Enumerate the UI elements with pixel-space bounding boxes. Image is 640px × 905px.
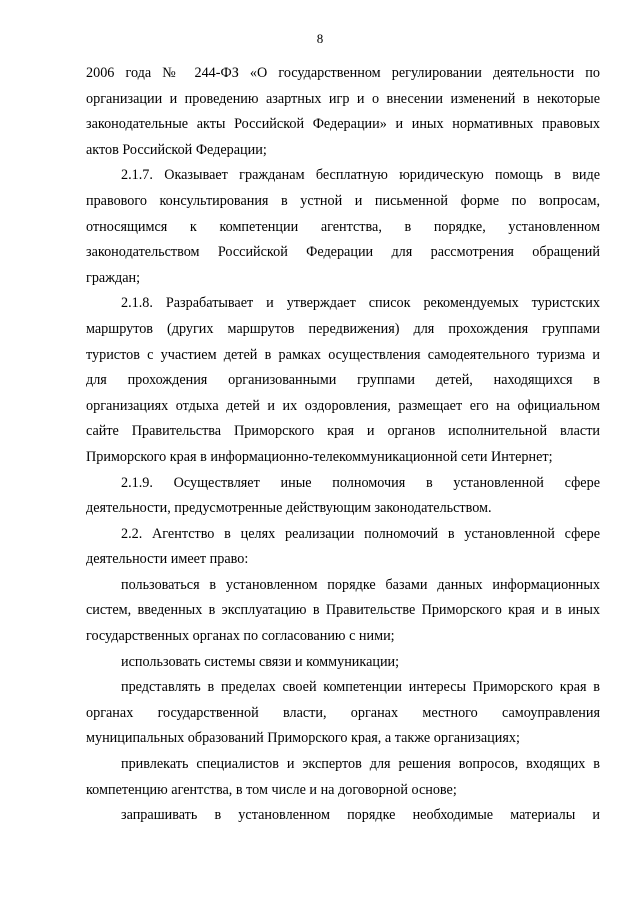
- text-line: организации и проведению азартных игр и о внесении изменений в некоторые: [86, 90, 600, 107]
- text-line: правового консультирования в устной и письменной форме по вопросам,: [86, 192, 600, 209]
- text-line: для прохождения организованными группами детей, находящихся в: [86, 372, 600, 389]
- text-line: компетенцию агентства, в том числе и на договорной основе;: [86, 781, 457, 798]
- text-line: запрашивать в установленном порядке необходимые материалы и: [121, 807, 600, 824]
- text-line: муниципальных образований Приморского края, а также организациях;: [86, 730, 520, 747]
- text-line: использовать системы связи и коммуникации;: [121, 653, 400, 670]
- text-line: граждан;: [86, 269, 141, 286]
- text-line: представлять в пределах своей компетенции интересы Приморского края в: [121, 679, 600, 696]
- text-line: 2.1.9. Осуществляет иные полномочия в установленной сфере: [121, 474, 600, 491]
- text-line: 2.1.7. Оказывает гражданам бесплатную юридическую помощь в виде: [121, 167, 600, 184]
- text-line: 2006 года № 244-ФЗ «О государственном регулировании деятельности по: [86, 65, 600, 81]
- text-line: деятельности имеет право:: [86, 551, 249, 568]
- text-line: систем, введенных в эксплуатацию в Правительстве Приморского края и в иных: [86, 602, 600, 619]
- text-line: актов Российской Федерации;: [86, 141, 267, 158]
- text-line: пользоваться в установленном порядке базами данных информационных: [121, 576, 600, 593]
- text-line: маршрутов (других маршрутов передвижения) для прохождения группами: [86, 320, 600, 337]
- text-line: 2.2. Агентство в целях реализации полномочий в установленной сфере: [121, 525, 600, 542]
- text-line: организациях отдыха детей и их оздоровления, размещает его на официальном: [86, 397, 600, 414]
- page-number: 8: [316, 31, 324, 46]
- text-line: законодательством Российской Федерации для рассмотрения обращений: [86, 244, 600, 261]
- text-line: Приморского края в информационно-телекоммуникационной сети Интернет;: [86, 448, 553, 465]
- text-line: привлекать специалистов и экспертов для решения вопросов, входящих в: [121, 756, 600, 773]
- text-line: относящимся к компетенции агентства, в порядке, установленном: [86, 218, 600, 235]
- text-line: органах государственной власти, органах местного самоуправления: [86, 704, 600, 721]
- text-line: туристов с участием детей в рамках осуществления самодеятельного туризма и: [86, 346, 600, 363]
- text-line: государственных органах по согласованию с ними;: [86, 628, 395, 645]
- text-line: 2.1.8. Разрабатывает и утверждает список рекомендуемых туристских: [121, 295, 600, 312]
- text-line: деятельности, предусмотренные действующим законодательством.: [86, 500, 492, 517]
- text-line: законодательные акты Российской Федерации» и иных нормативных правовых: [86, 116, 600, 133]
- text-line: сайте Правительства Приморского края и органов исполнительной власти: [86, 423, 600, 440]
- document-body: [86, 61, 600, 829]
